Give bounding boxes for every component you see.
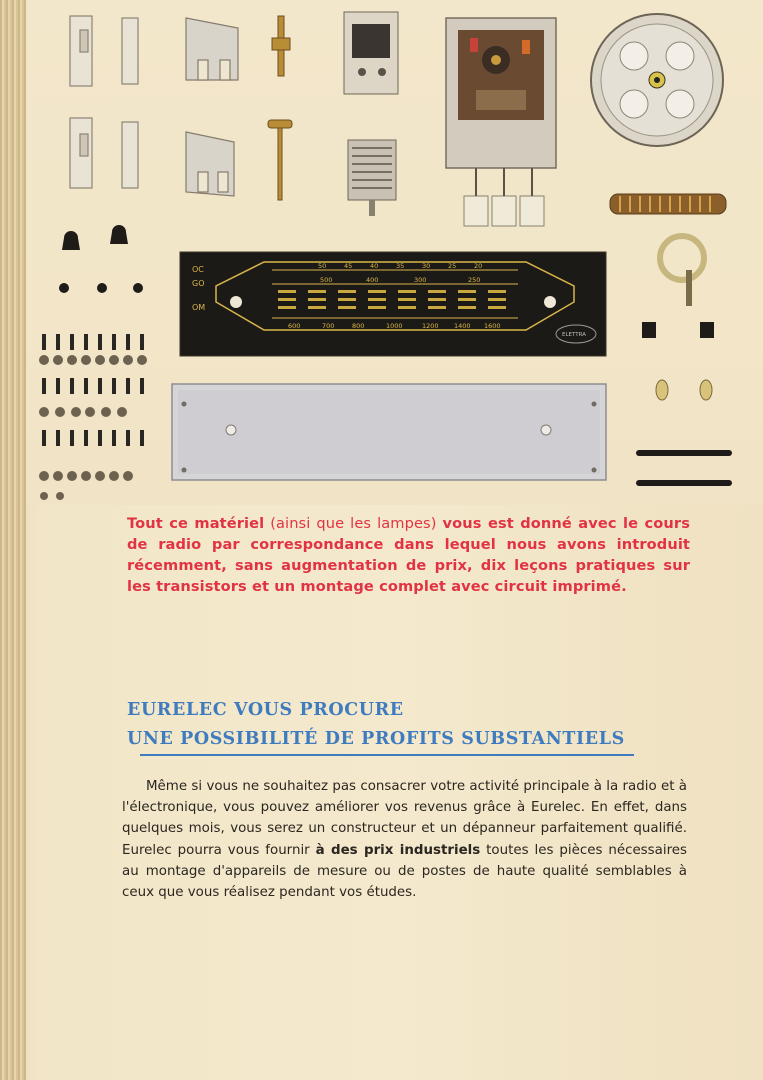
screws [39,334,147,500]
rods [636,450,732,486]
book-spine [0,0,26,1080]
lead-paragraph [127,513,690,597]
body-emphasis: à des prix industriels [315,842,481,858]
section-heading-line2: UNE POSSIBILITÉ DE PROFITS SUBSTANTIELS [127,729,625,749]
metal-bracket-block [344,12,398,94]
dial-number: 600 [288,322,301,330]
section-heading-line1: EURELEC VOUS PROCURE [127,700,404,720]
body-text-part1: Même si vous ne souhaitez pas consacrer votre activité principale à la radio et à l'électronique, vous pouvez améliorer vos revenus grâce à Eurelec. En effet, dans quelques mois, vous serez un constructeur et un dépanneur parfaitement qualifié. Eurelec pourra vous fournir [122,779,687,858]
dial-band-om: OM [192,303,206,312]
dial-number: 250 [468,276,481,284]
dial-number: 25 [448,262,457,270]
dial-number: 35 [396,262,405,270]
dial-number: 1200 [422,322,439,330]
dial-number: 30 [422,262,431,270]
lead-bold-rest: vous est donné avec le cours de radio par correspondance dans lequel nous avons introduit récemment, sans augmentation de prix, dix leçons pratiques sur les transistors et un montage complet avec circuit imprimé. [127,515,691,595]
dial-brand-label: ELETTRA [562,332,586,338]
body-text-part2: toutes les pièces nécessaires au montage d'appareils de mesure ou de postes de haute qualité semblables à ceux que vous réalisez pendant vos études. [122,842,687,901]
dial-number: 40 [370,262,379,270]
dial-number: 1400 [454,322,471,330]
dial-band-go: GO [192,279,205,288]
dial-number: 400 [366,276,379,284]
dial-number: 1600 [484,322,501,330]
dial-number: 500 [320,276,333,284]
dial-band-oc: OC [192,265,204,274]
dial-number: 700 [322,322,335,330]
lead-bold-start: Tout ce matériel [127,515,265,532]
dial-number: 300 [414,276,427,284]
speaker-frame [591,14,723,146]
dial-number: 50 [318,262,327,270]
mounting-plates [186,18,238,196]
pilot-bulbs [656,380,712,400]
dial-number: 800 [352,322,365,330]
ferrite-coil [610,194,726,214]
dial-number: 1000 [386,322,403,330]
lead-light: (ainsi que les lampes) [264,515,443,532]
radio-chassis [446,18,556,226]
tube-sockets [642,322,714,338]
clamp-ring [660,236,704,306]
dial-number: 20 [474,262,483,270]
potentiometer [268,16,292,200]
knobs [59,225,143,293]
radio-parts-photo [26,0,763,505]
metal-brackets [70,16,138,188]
parts-illustration [26,0,763,505]
tuning-dial [180,252,606,356]
heading-underline [140,754,634,756]
dial-number: 45 [344,262,353,270]
body-paragraph [122,776,687,903]
chassis-rail [172,384,606,480]
variable-capacitor [348,140,396,216]
